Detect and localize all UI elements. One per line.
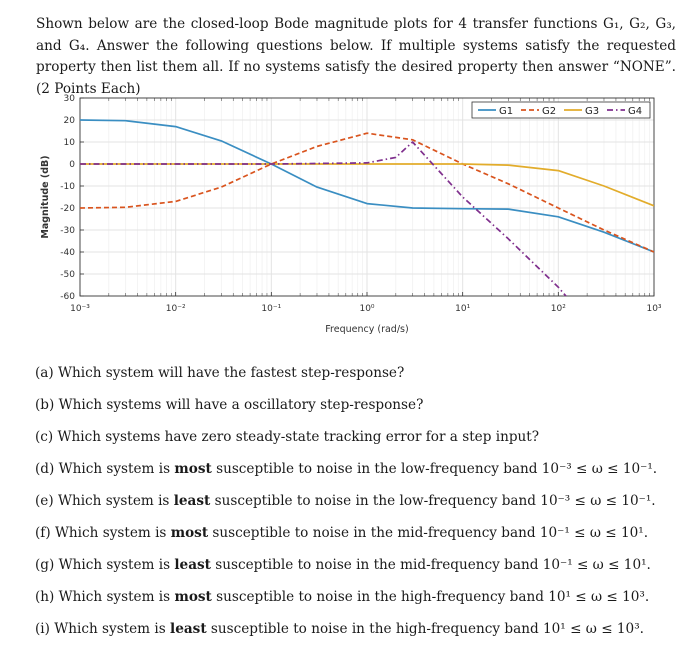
question-h-rest: susceptible to noise in the high-frequency band 10¹ ≤ ω ≤ 10³. xyxy=(211,589,650,605)
question-c xyxy=(35,426,675,458)
x-tick-label: 10² xyxy=(550,304,566,314)
y-tick-label: -30 xyxy=(60,226,75,236)
question-g-rest: susceptible to noise in the mid-frequency band 10⁻¹ ≤ ω ≤ 10¹. xyxy=(210,557,651,573)
legend-label-g4: G4 xyxy=(628,106,643,117)
y-tick-label: -40 xyxy=(60,248,75,258)
y-axis-label: Magnitude (dB) xyxy=(40,155,51,239)
question-b-text: (b) Which systems will have a oscillatory step-response? xyxy=(35,397,424,413)
x-tick-label: 10¹ xyxy=(455,304,471,314)
y-tick-label: 20 xyxy=(63,116,75,126)
question-g-emphasis: least xyxy=(174,557,211,573)
question-f-rest: susceptible to noise in the mid-frequency band 10⁻¹ ≤ ω ≤ 10¹. xyxy=(208,525,649,541)
question-i-text: (i) Which system is xyxy=(35,621,171,637)
legend-label-g2: G2 xyxy=(542,106,557,117)
y-tick-label: -60 xyxy=(60,292,75,302)
question-c-text: (c) Which systems have zero steady-state tracking error for a step input? xyxy=(35,429,540,445)
question-e xyxy=(35,490,675,522)
x-tick-label: 10⁻² xyxy=(165,304,186,314)
question-e-rest: susceptible to noise in the low-frequency band 10⁻³ ≤ ω ≤ 10⁻¹. xyxy=(210,493,656,509)
legend-label-g1: G1 xyxy=(499,106,514,117)
y-tick-label: 10 xyxy=(63,138,75,148)
x-tick-label: 10⁻³ xyxy=(70,304,90,314)
question-d-emphasis: most xyxy=(174,461,212,477)
question-g xyxy=(35,554,675,586)
legend-label-g3: G3 xyxy=(585,106,600,117)
question-f xyxy=(35,522,675,554)
question-e-text: (e) Which system is xyxy=(35,493,174,509)
question-d-text: (d) Which system is xyxy=(35,461,175,477)
question-h-emphasis: most xyxy=(174,589,212,605)
question-h-text: (h) Which system is xyxy=(35,589,175,605)
question-f-emphasis: most xyxy=(170,525,209,541)
problem-intro: Shown below are the closed-loop Bode magnitude plots for 4 transfer functions G₁, G₂, G₃, and G₄. Answer the following questions below. If multiple systems satisfy the requested property then list them all. If no systems satisfy the desired property then answer “NONE”. (2 Points Each) xyxy=(36,16,676,97)
question-g-text: (g) Which system is xyxy=(35,557,175,573)
x-tick-label: 10⁻¹ xyxy=(261,304,282,314)
question-a-text: (a) Which system will have the fastest step-response? xyxy=(35,365,405,381)
x-tick-label: 10³ xyxy=(646,304,662,314)
x-tick-label: 10⁰ xyxy=(359,304,375,314)
question-f-text: (f) Which system is xyxy=(35,525,171,541)
question-d xyxy=(35,458,675,490)
question-h xyxy=(35,586,675,618)
y-tick-label: -10 xyxy=(60,182,75,192)
question-list xyxy=(35,362,675,650)
question-i-rest: susceptible to noise in the high-frequency band 10¹ ≤ ω ≤ 10³. xyxy=(206,621,644,637)
y-tick-label: -20 xyxy=(60,204,75,214)
x-axis-label: Frequency (rad/s) xyxy=(325,324,409,335)
question-a xyxy=(35,362,675,394)
y-tick-label: 30 xyxy=(63,94,75,104)
question-d-rest: susceptible to noise in the low-frequency band 10⁻³ ≤ ω ≤ 10⁻¹. xyxy=(211,461,658,477)
y-tick-label: 0 xyxy=(69,160,75,170)
question-i xyxy=(35,618,675,650)
question-b xyxy=(35,394,675,426)
y-tick-label: -50 xyxy=(60,270,75,280)
question-i-emphasis: least xyxy=(170,621,207,637)
question-e-emphasis: least xyxy=(173,493,211,509)
